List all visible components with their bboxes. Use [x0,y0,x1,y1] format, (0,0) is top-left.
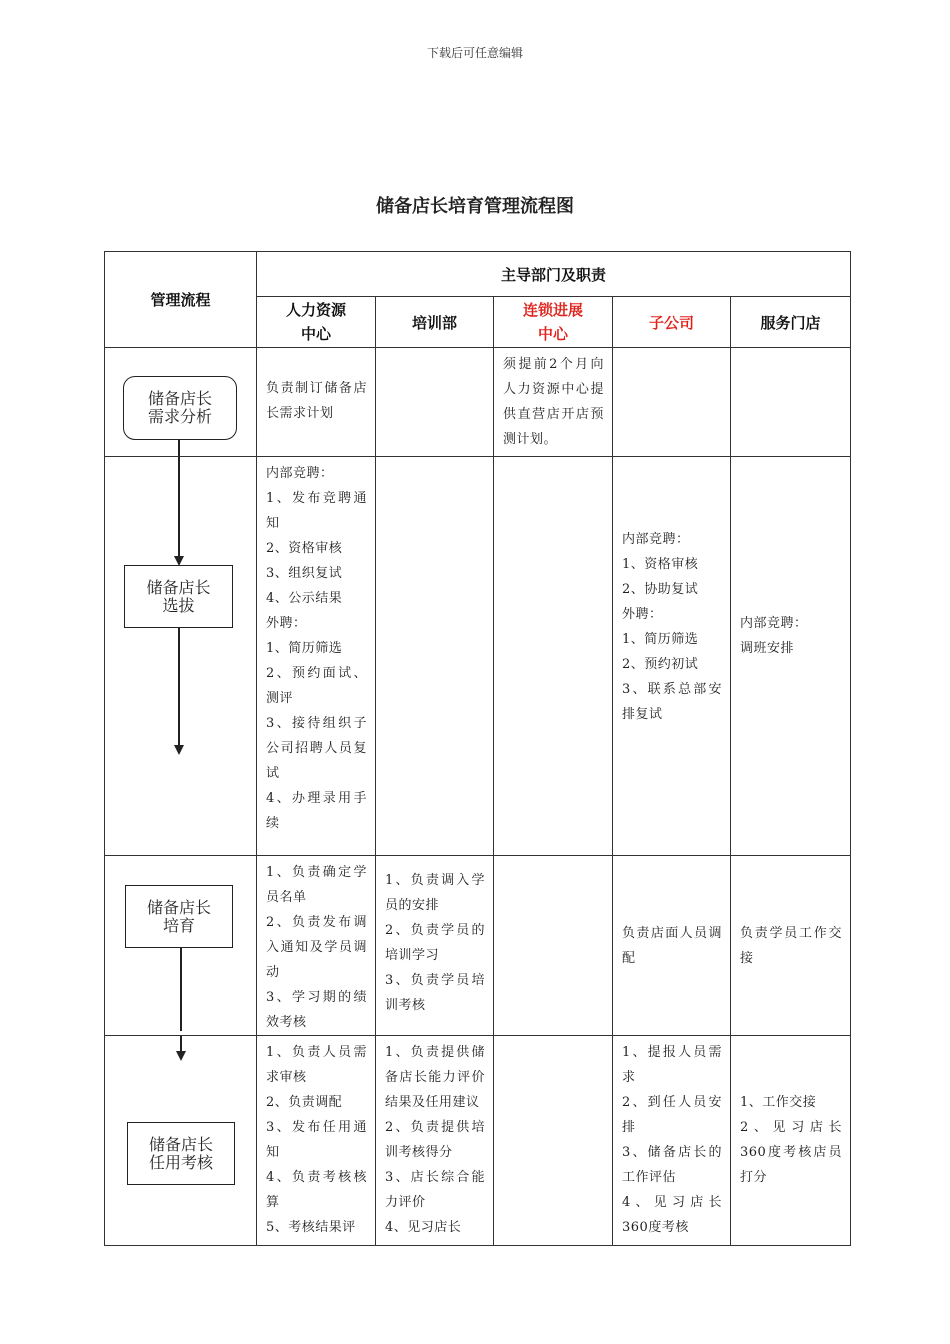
header-dept-subsidiary: 子公司 [613,297,731,348]
cell-text: 1、负责确定学员名单 2、负责发布调入通知及学员调动 3、学习期的绩效考核 [266,865,367,1030]
cell-text: 1、负责调入学员的安排 2、负责学员的培训学习 3、负责学员培训考核 [385,873,485,1013]
flow-connector [178,439,180,458]
arrow-down-icon [176,1051,186,1061]
cell-text [376,348,493,352]
header-dept-training: 培训部 [376,297,494,348]
flow-cell [105,348,257,457]
header-dept-chain: 连锁进展 中心 [494,297,613,348]
cell-text: 内部竞聘： 1、资格审核 2、协助复试 外聘： 1、简历筛选 2、预约初试 3、联系总部安排复试 [622,532,722,722]
table-row [105,348,851,457]
flow-cell [105,856,257,1036]
flow-connector [178,627,180,747]
cell-text [731,348,850,352]
process-table [104,251,851,1246]
header-process: 管理流程 [105,252,257,348]
flow-connector [178,457,180,557]
cell-text [494,1036,612,1040]
cell-text: 1、负责人员需求审核 2、负责调配 3、发布任用通知 4、负责考核核算 5、考核结果评 [266,1045,367,1235]
header-dept-hr: 人力资源 中心 [257,297,376,348]
header-departments-group: 主导部门及职责 [257,252,851,297]
cell-text: 须提前2个月向人力资源中心提供直营店开店预测计划。 [503,357,604,447]
table-row [105,856,851,1036]
table-row [105,457,851,856]
flow-connector [180,947,182,1031]
arrow-down-icon [174,745,184,755]
cell-text: 1、负责提供储备店长能力评价结果及任用建议 2、负责提供培训考核得分 3、店长综合能力评价 4、见习店长 [385,1045,485,1235]
flow-cell [105,457,257,856]
flow-step-selection: 储备店长 选拔 [124,565,233,628]
flow-step-demand-analysis: 储备店长 需求分析 [123,376,237,440]
cell-text: 负责学员工作交接 [740,925,842,966]
cell-text [494,856,612,860]
table-row [105,1036,851,1246]
cell-text: 内部竞聘： 调班安排 [740,616,808,656]
header-note: 下载后可任意编辑 [426,46,523,60]
flow-cell [105,1036,257,1246]
flow-step-cultivation: 储备店长 培育 [125,885,233,948]
flow-step-appointment-assessment: 储备店长 任用考核 [127,1122,235,1185]
cell-text: 负责店面人员调配 [622,925,722,966]
cell-text [613,348,730,352]
cell-text [376,457,493,461]
cell-text: 1、提报人员需求 2、到任人员安排 3、储备店长的工作评估 4、见习店长360度考核 [622,1045,722,1235]
cell-text: 1、工作交接 2、见习店长360度考核店员打分 [740,1095,842,1185]
header-dept-store: 服务门店 [731,297,851,348]
cell-text: 负责制订储备店长需求计划 [266,381,367,421]
page-title: 储备店长培育管理流程图 [376,196,574,217]
cell-text [494,457,612,461]
flow-connector [180,1036,182,1052]
cell-text: 内部竞聘： 1、发布竞聘通知 2、资格审核 3、组织复试 4、公示结果 外聘： 1、简历筛选 2、预约面试、测评 3、接待组织子公司招聘人员复试 4、办理录用手续 [266,466,367,831]
